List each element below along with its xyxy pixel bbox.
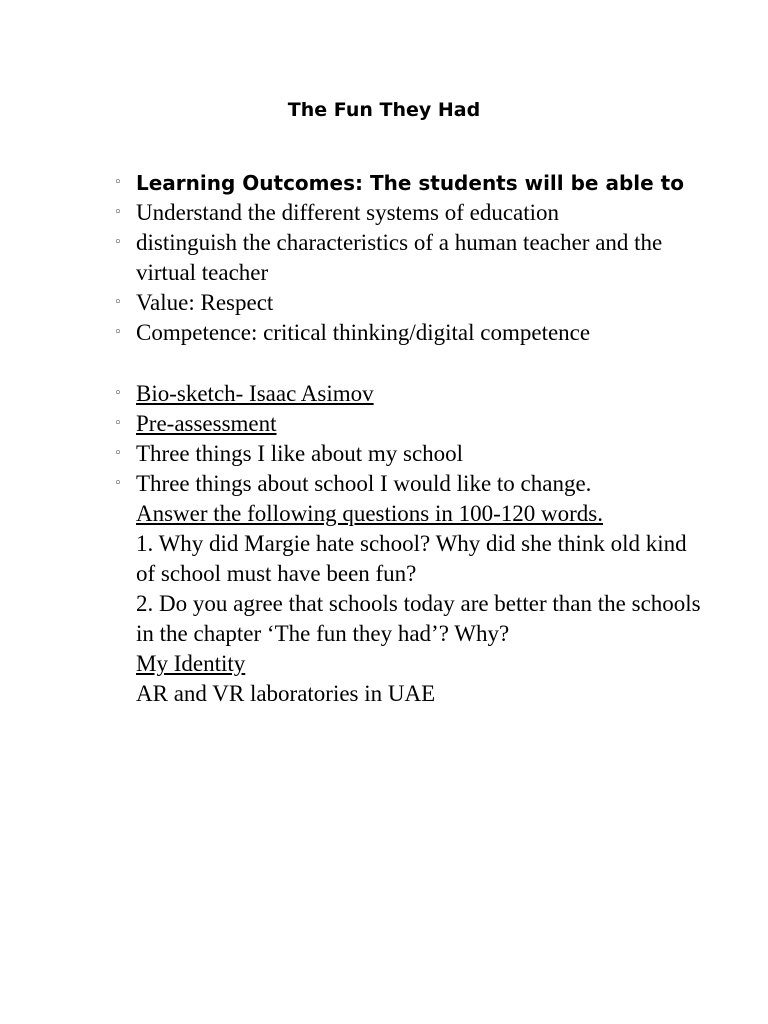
list-item [112, 379, 702, 409]
hollow-bullet-icon: ◦ [114, 235, 122, 250]
question-1: 1. Why did Margie hate school? Why did she think old kind of school must have been fun? [136, 531, 687, 586]
learning-outcomes-list [112, 168, 702, 348]
bio-sketch-heading: Bio-sketch- Isaac Asimov [136, 381, 374, 406]
hollow-bullet-icon: ◦ [114, 446, 122, 461]
list-item [112, 288, 702, 318]
question-2: 2. Do you agree that schools today are better than the schools in the chapter ‘The fun they had’? Why? [136, 591, 701, 646]
list-item [112, 168, 702, 198]
pre-assessment-heading: Pre-assessment [136, 411, 277, 436]
ar-vr-labs-text: AR and VR laboratories in UAE [136, 681, 436, 706]
my-identity-heading: My Identity [136, 651, 246, 676]
list-item [112, 409, 702, 439]
hollow-bullet-icon: ◦ [114, 205, 122, 220]
hollow-bullet-icon: ◦ [114, 295, 122, 310]
list-item-text: distinguish the characteristics of a human teacher and the virtual teacher [136, 230, 663, 285]
list-item-text: Value: Respect [136, 290, 274, 315]
document-title: The Fun They Had [287, 99, 481, 121]
list-item [112, 318, 702, 348]
hollow-bullet-icon: ◦ [114, 325, 122, 340]
list-item-text: Understand the different systems of education [136, 200, 560, 225]
hollow-bullet-icon: ◦ [114, 175, 122, 190]
questions-instruction: Answer the following questions in 100-120 words. [136, 501, 603, 526]
list-item [112, 439, 702, 469]
list-item-text: Competence: critical thinking/digital competence [136, 320, 591, 345]
list-item-text: Three things about school I would like to change. [136, 471, 592, 496]
activities-list [112, 379, 702, 709]
hollow-bullet-icon: ◦ [114, 416, 122, 431]
hollow-bullet-icon: ◦ [114, 386, 122, 401]
list-item [112, 469, 702, 499]
hollow-bullet-icon: ◦ [114, 476, 122, 491]
list-item [112, 198, 702, 228]
list-item-text: Three things I like about my school [136, 441, 464, 466]
learning-outcomes-heading: Learning Outcomes: The students will be able to [136, 171, 684, 195]
list-item [112, 228, 702, 288]
